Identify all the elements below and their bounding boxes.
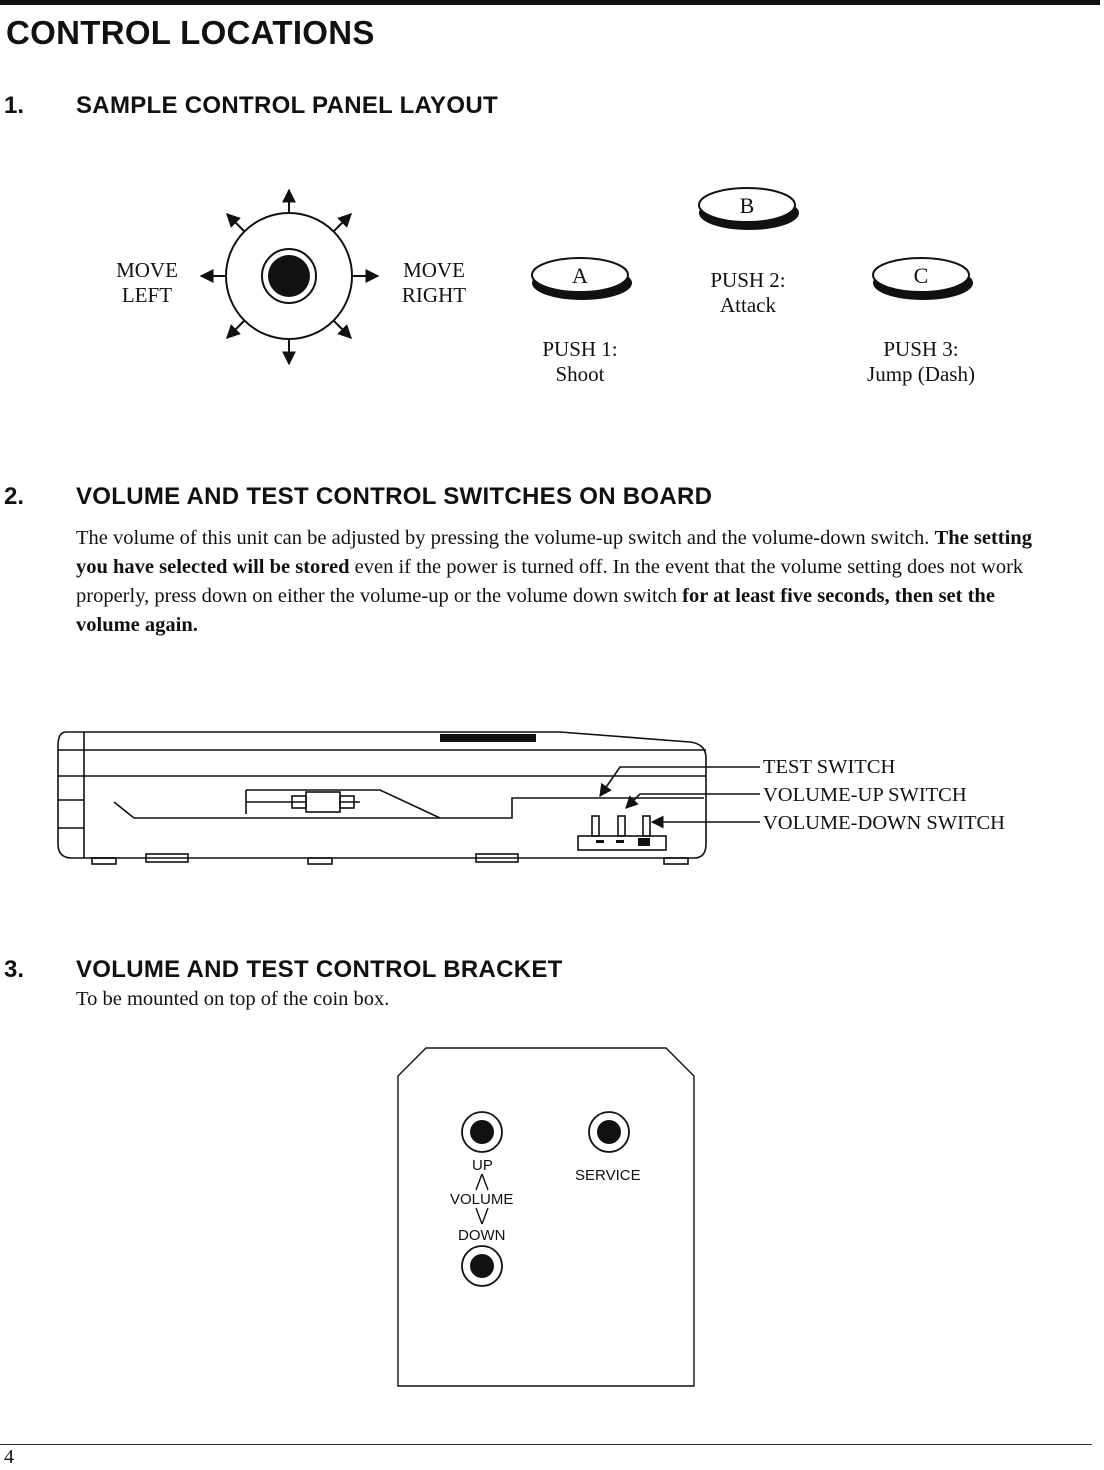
section-2-heading: VOLUME AND TEST CONTROL SWITCHES ON BOARD xyxy=(76,483,713,510)
arrow-down-right-icon xyxy=(334,321,351,338)
button-b-icon xyxy=(699,188,799,230)
joystick-ball xyxy=(268,255,310,297)
arrow-up-left-icon xyxy=(227,214,244,231)
button-a-icon xyxy=(532,258,632,300)
move-right-line2: RIGHT xyxy=(401,283,467,307)
para-text-1: The volume of this unit can be adjusted by pressing the volume-up switch and the volume-down switch. xyxy=(76,527,930,549)
volume-up-leader xyxy=(626,794,760,808)
section-1-number: 1. xyxy=(4,92,25,119)
service-button-icon xyxy=(589,1112,629,1152)
move-left-line2: LEFT xyxy=(121,283,173,307)
push-1-line2: Shoot xyxy=(555,362,605,386)
up-label: UP xyxy=(472,1157,493,1174)
service-label: SERVICE xyxy=(575,1167,641,1184)
arrow-up-right-icon xyxy=(334,214,351,231)
push-1-line1: PUSH 1: xyxy=(542,337,618,361)
board-diagram xyxy=(0,710,1104,910)
button-c-letter: C xyxy=(913,263,929,288)
button-b-letter: B xyxy=(739,193,755,218)
push-3-line1: PUSH 3: xyxy=(883,337,959,361)
section-1-heading: SAMPLE CONTROL PANEL LAYOUT xyxy=(76,92,498,119)
push-3-line2: Jump (Dash) xyxy=(867,362,975,386)
push-2-label xyxy=(688,268,808,318)
button-c-icon xyxy=(873,258,973,300)
push-1-label xyxy=(520,337,640,387)
page-number: 4 xyxy=(4,1446,14,1468)
section-2-number: 2. xyxy=(4,483,25,510)
volume-down-switch-label: VOLUME-DOWN SWITCH xyxy=(763,812,1005,834)
move-left-line1: MOVE xyxy=(116,258,178,282)
footer-rule xyxy=(0,1444,1092,1445)
up-button-icon xyxy=(462,1112,502,1152)
test-switch-label: TEST SWITCH xyxy=(763,756,896,778)
bracket-diagram xyxy=(0,1040,1104,1440)
button-a-letter: A xyxy=(572,263,588,288)
move-left-label xyxy=(110,258,184,308)
para-bold-1: The setting you have selected will be stored xyxy=(76,527,1032,578)
section-2-paragraph xyxy=(76,524,1036,640)
down-button-icon xyxy=(462,1246,502,1286)
section-3-subtitle: To be mounted on top of the coin box. xyxy=(76,988,390,1010)
section-3-number: 3. xyxy=(4,956,25,983)
push-2-line2: Attack xyxy=(720,293,776,317)
test-switch-leader xyxy=(600,767,760,796)
down-label: DOWN xyxy=(458,1227,506,1244)
para-text-2: even if the power is turned off. In the event that the volume setting does not work properly, press down on either the volume-up or the volume down switch xyxy=(76,556,1024,607)
section-3-heading: VOLUME AND TEST CONTROL BRACKET xyxy=(76,956,563,983)
para-bold-2: for at least five seconds, then set the volume again. xyxy=(76,585,995,636)
volume-label: VOLUME xyxy=(450,1191,514,1208)
arrow-down-left-icon xyxy=(227,321,244,338)
volume-up-switch-label: VOLUME-UP SWITCH xyxy=(763,784,967,806)
move-right-line1: MOVE xyxy=(403,258,465,282)
push-2-line1: PUSH 2: xyxy=(710,268,786,292)
push-3-label xyxy=(850,337,992,387)
page-title: CONTROL LOCATIONS xyxy=(6,14,375,51)
move-right-label xyxy=(394,258,474,308)
